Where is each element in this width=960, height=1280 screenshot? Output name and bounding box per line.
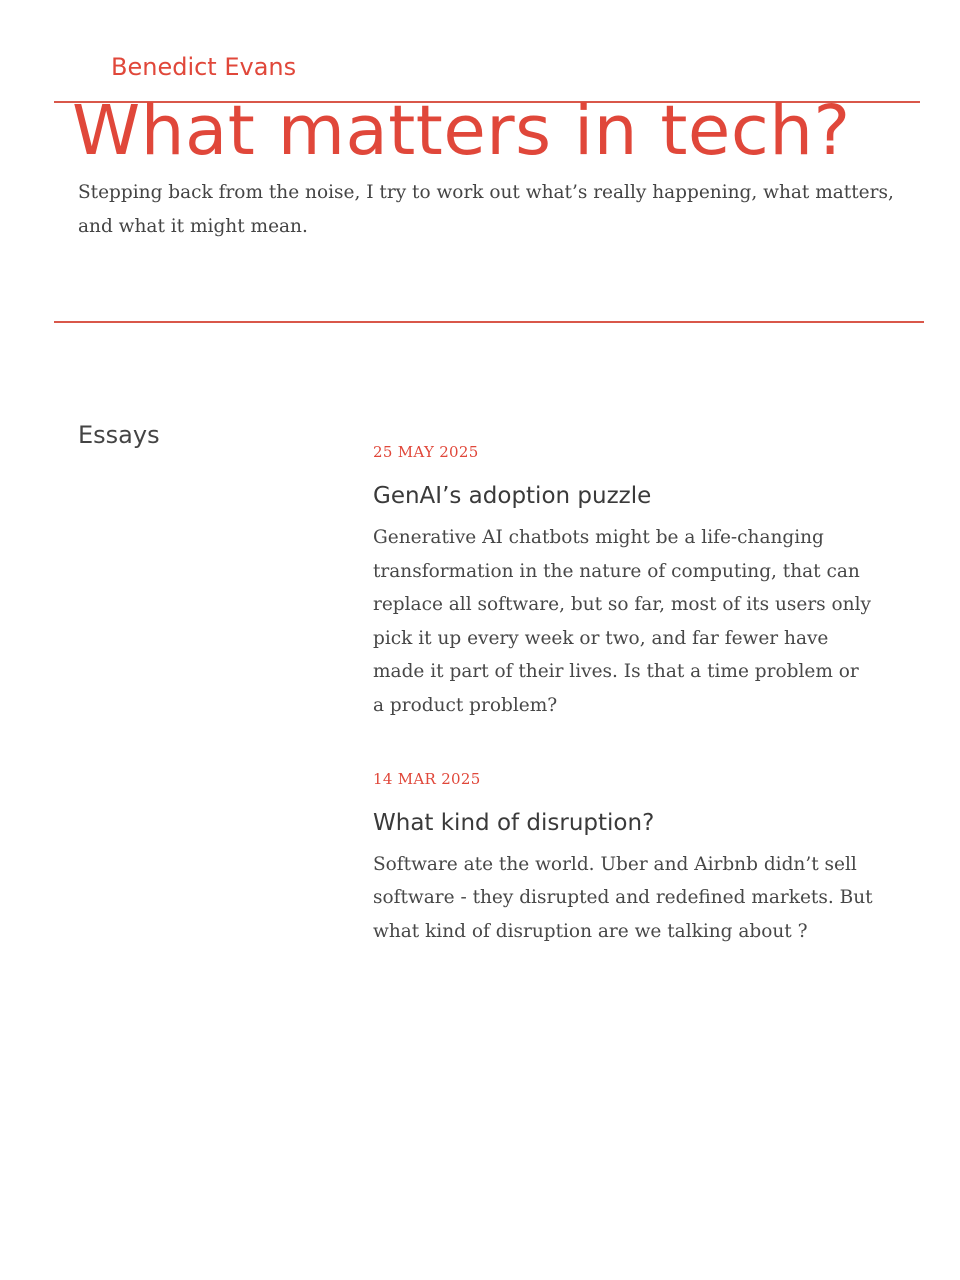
essays-section-heading: Essays	[78, 421, 160, 449]
essay-date: 14 MAR 2025	[373, 769, 481, 788]
page-tagline: Stepping back from the noise, I try to work out what’s really happening, what matters, and what it might mean.	[78, 182, 894, 237]
essay-excerpt: Generative AI chatbots might be a life-changing transformation in the nature of computing, that can replace all software, but so far, most of its users only pick it up every week or two, and far fewer have made it part of their lives. Is that a time problem or a product problem?	[373, 527, 871, 716]
essays-list	[373, 440, 873, 992]
site-name-link[interactable]: Benedict Evans	[111, 53, 297, 81]
essay-title-link[interactable]: What kind of disruption?	[373, 809, 655, 836]
essay-item	[373, 767, 873, 949]
section-divider	[54, 321, 924, 323]
essay-excerpt: Software ate the world. Uber and Airbnb didn’t sell software - they disrupted and redefined markets. But what kind of disruption are we talking about ?	[373, 853, 873, 942]
page-title: What matters in tech?	[72, 91, 851, 171]
essay-item	[373, 440, 873, 723]
essay-date: 25 MAY 2025	[373, 443, 479, 461]
essay-title-link[interactable]: GenAI’s adoption puzzle	[373, 483, 652, 509]
